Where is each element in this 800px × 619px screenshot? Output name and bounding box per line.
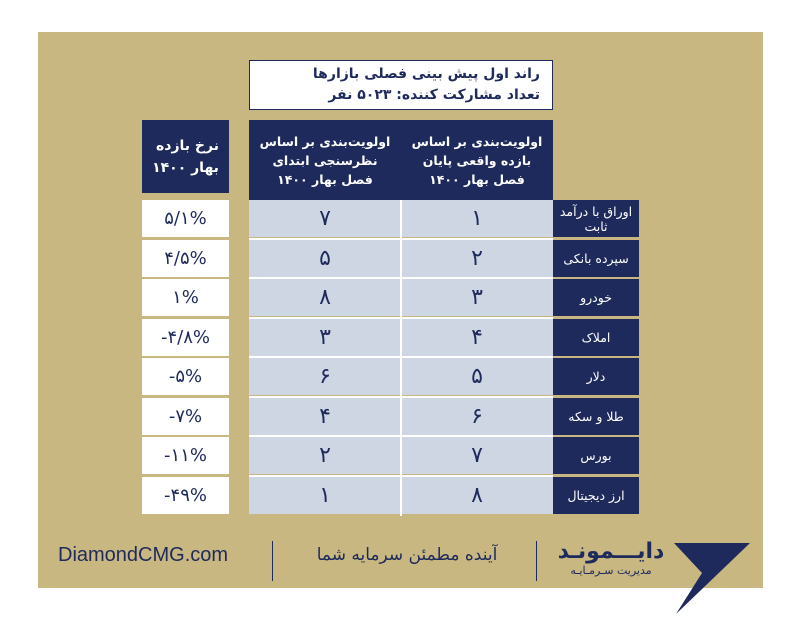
- initial-rank-cell: ۸: [249, 279, 401, 316]
- initial-rank-cell: ۱: [249, 477, 401, 514]
- asset-label: بورس: [553, 437, 639, 474]
- asset-label: دلار: [553, 358, 639, 395]
- row-separator: [249, 396, 553, 398]
- row-separator: [249, 238, 553, 240]
- actual-rank-cell: ۱: [401, 200, 553, 237]
- actual-rank-cell: ۸: [401, 477, 553, 514]
- title-line-1: راند اول پیش بینی فصلی بازارها: [312, 66, 540, 82]
- actual-rank-cell: ۴: [401, 319, 553, 356]
- asset-label: اوراق با درآمد ثابت: [553, 200, 639, 237]
- row-separator: [249, 277, 553, 279]
- diamond-logo-icon: [672, 540, 752, 616]
- asset-label: ارز دیجیتال: [553, 477, 639, 514]
- initial-rank-cell: ۷: [249, 200, 401, 237]
- header-initial-text: اولویت‌بندی بر اساس نظرسنجی ابتدای فصل بهار ۱۴۰۰: [259, 133, 391, 187]
- initial-rank-cell: ۶: [249, 358, 401, 395]
- rate-cell: -۴/۸%: [142, 319, 229, 356]
- initial-rank-cell: ۳: [249, 319, 401, 356]
- rate-cell: -۵%: [142, 358, 229, 395]
- header-actual-text: اولویت‌بندی بر اساس بازده واقعی پایان فصل بهار ۱۴۰۰: [411, 133, 543, 187]
- asset-label: خودرو: [553, 279, 639, 316]
- row-separator: [249, 435, 553, 437]
- initial-rank-cell: ۲: [249, 437, 401, 474]
- header-rate-text: نرخ بازده بهار ۱۴۰۰: [152, 137, 219, 176]
- rate-cell: -۷%: [142, 398, 229, 435]
- header-rate: [142, 120, 229, 193]
- asset-label: املاک: [553, 319, 639, 356]
- title-line-2: تعداد مشارکت کننده: ۵۰۲۳ نفر: [328, 87, 540, 103]
- brand-logo-text: [556, 540, 666, 578]
- column-separator: [400, 200, 402, 516]
- actual-rank-cell: ۷: [401, 437, 553, 474]
- actual-rank-cell: ۵: [401, 358, 553, 395]
- title-box: [249, 60, 553, 110]
- header-actual: [401, 120, 553, 200]
- rate-cell: ۵/۱%: [142, 200, 229, 237]
- asset-label: سپرده بانکی: [553, 240, 639, 277]
- rate-cell: ۴/۵%: [142, 240, 229, 277]
- actual-rank-cell: ۳: [401, 279, 553, 316]
- actual-rank-cell: ۶: [401, 398, 553, 435]
- footer-divider: [536, 541, 537, 581]
- actual-rank-cell: ۲: [401, 240, 553, 277]
- rate-cell: -۱۱%: [142, 437, 229, 474]
- rate-cell: ۱%: [142, 279, 229, 316]
- brand-subtitle: مدیریت سـرمـایـه: [570, 564, 652, 577]
- website-url[interactable]: DiamondCMG.com: [58, 544, 229, 566]
- rate-cell: -۴۹%: [142, 477, 229, 514]
- row-separator: [249, 475, 553, 477]
- brand-name: دایـــمونـد: [557, 539, 665, 564]
- asset-label: طلا و سکه: [553, 398, 639, 435]
- header-initial: [249, 120, 401, 200]
- slogan: آینده مطمئن سرمایه شما: [316, 545, 498, 565]
- row-separator: [249, 356, 553, 358]
- initial-rank-cell: ۴: [249, 398, 401, 435]
- initial-rank-cell: ۵: [249, 240, 401, 277]
- footer-divider: [272, 541, 273, 581]
- row-separator: [249, 317, 553, 319]
